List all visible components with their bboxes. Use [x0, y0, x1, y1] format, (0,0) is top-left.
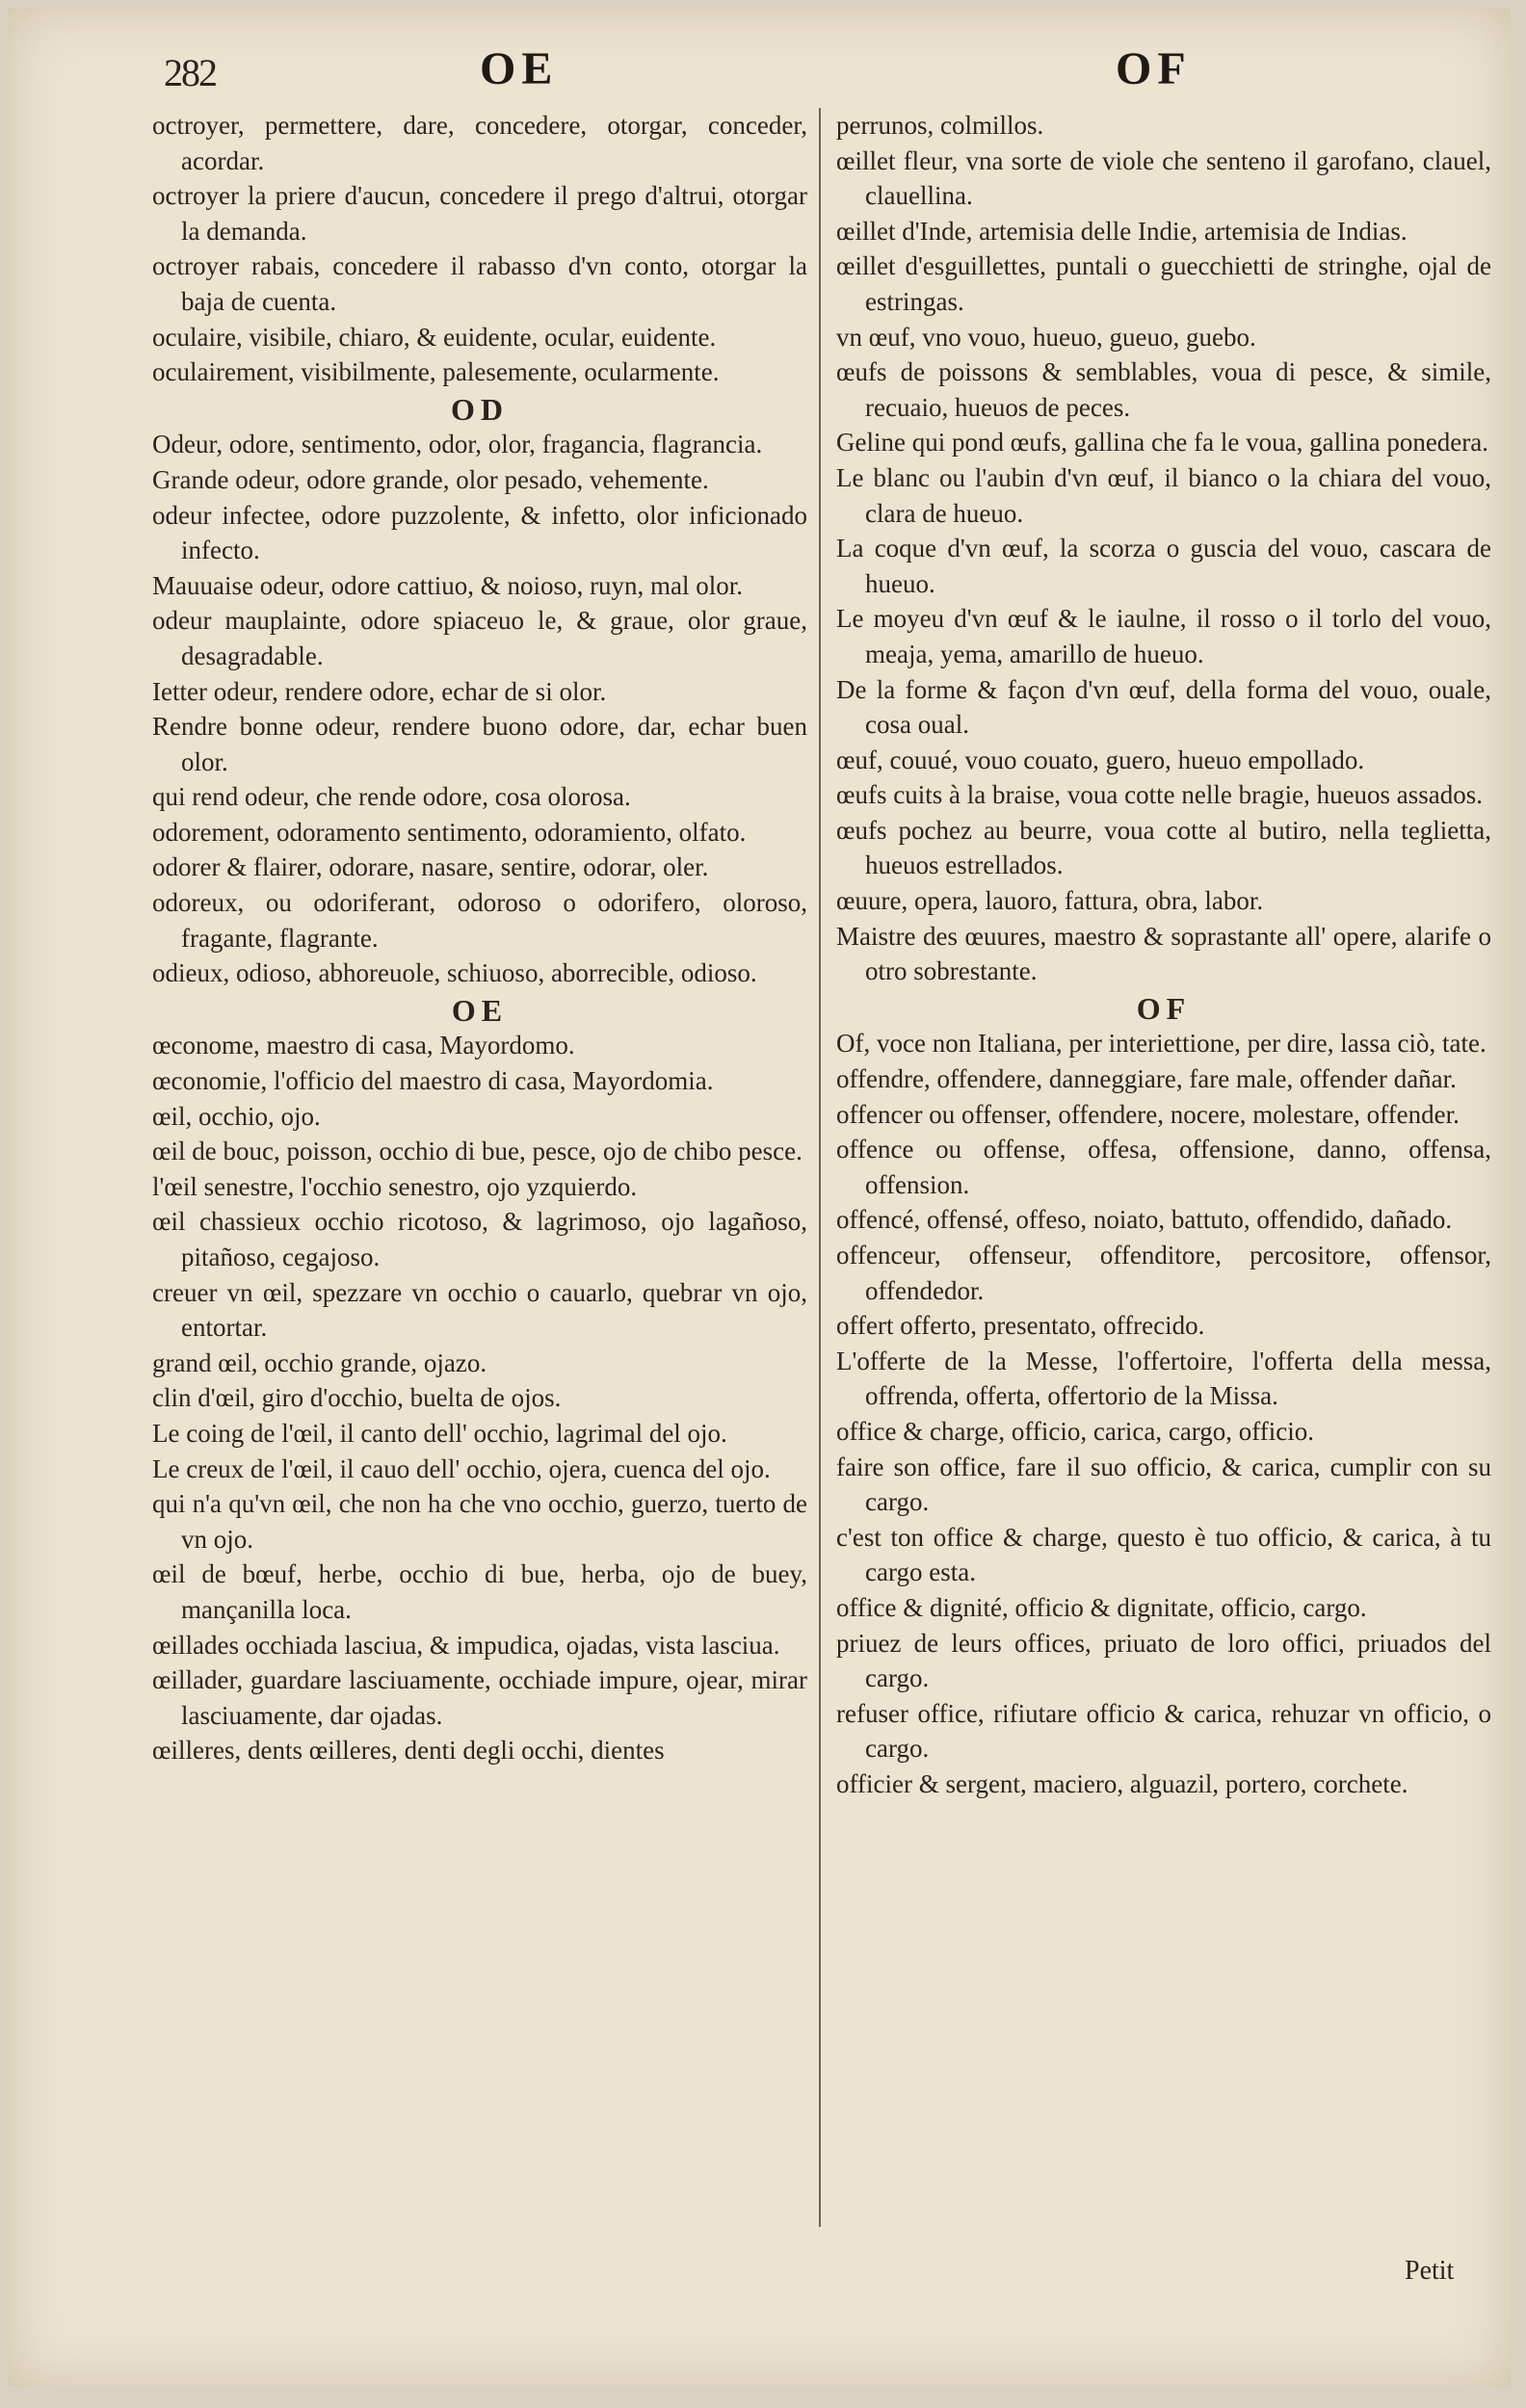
dictionary-entry: œufs de poissons & semblables, voua di pesce, & simile, recuaio, hueuos de peces.: [836, 357, 1491, 422]
dictionary-entry: qui rend odeur, che rende odore, cosa olorosa.: [152, 782, 631, 812]
dictionary-entry: odoreux, ou odoriferant, odoroso o odorifero, oloroso, fragante, flagrante.: [152, 888, 807, 953]
dictionary-entry: œillader, guardare lasciuamente, occhiade impure, ojear, mirar lasciuamente, dar ojadas.: [152, 1665, 807, 1730]
dictionary-entry: Rendre bonne odeur, rendere buono odore, dar, echar buen olor.: [152, 712, 807, 776]
dictionary-entry: vn œuf, vno vouo, hueuo, gueuo, guebo.: [836, 322, 1256, 352]
dictionary-entry: œconomie, l'officio del maestro di casa, Mayordomia.: [152, 1066, 714, 1096]
dictionary-entry: offenceur, offenseur, offenditore, percositore, offensor, offendedor.: [836, 1241, 1491, 1305]
dictionary-entry: officier & sergent, maciero, alguazil, portero, corchete.: [836, 1768, 1408, 1798]
dictionary-entry: octroyer rabais, concedere il rabasso d'vn conto, otorgar la baja de cuenta.: [152, 251, 807, 316]
dictionary-entry: l'œil senestre, l'occhio senestro, ojo yzquierdo.: [152, 1171, 638, 1201]
dictionary-entry: offencer ou offenser, offendere, nocere, molestare, offender.: [836, 1099, 1460, 1129]
dictionary-entry: L'offerte de la Messe, l'offertoire, l'offerta della messa, offrenda, offerta, offertorio de la Missa.: [836, 1346, 1491, 1411]
dictionary-entry: Mauuaise odeur, odore cattiuo, & noioso, ruyn, mal olor.: [152, 570, 744, 600]
dictionary-entry: Le blanc ou l'aubin d'vn œuf, il bianco o la chiara del vouo, clara de hueuo.: [836, 462, 1491, 528]
page-number: 282: [164, 51, 216, 94]
dictionary-entry: œil, occhio, ojo.: [152, 1101, 321, 1131]
dictionary-entry: office & charge, officio, carica, cargo, officio.: [836, 1416, 1315, 1446]
dictionary-entry: œillet d'esguillettes, puntali o guecchietti de stringhe, ojal de estringas.: [836, 251, 1491, 316]
dictionary-entry: œconome, maestro di casa, Mayordomo.: [152, 1031, 575, 1060]
dictionary-entry: œillet fleur, vna sorte de viole che senteno il garofano, clauel, clauellina.: [836, 145, 1491, 211]
dictionary-entry: refuser office, rifiutare officio & carica, rehuzar vn officio, o cargo.: [836, 1698, 1491, 1764]
dictionary-entry: œil chassieux occhio ricotoso, & lagrimoso, ojo lagañoso, pitañoso, cegajoso.: [152, 1207, 807, 1271]
dictionary-entry: La coque d'vn œuf, la scorza o guscia del vouo, cascara de hueuo.: [836, 534, 1491, 598]
dictionary-entry: Le coing de l'œil, il canto dell' occhio, lagrimal del ojo.: [152, 1418, 727, 1448]
dictionary-entry: œufs pochez au beurre, voua cotte al butiro, nella teglietta, hueuos estrellados.: [836, 815, 1491, 880]
dictionary-entry: c'est ton office & charge, questo è tuo officio, & carica, à tu cargo esta.: [836, 1522, 1491, 1587]
catchword: Petit: [1405, 2256, 1455, 2286]
dictionary-entry: octroyer, permettere, dare, concedere, otorgar, conceder, acordar.: [152, 111, 807, 175]
left-running-head: OE: [480, 43, 559, 94]
dictionary-entry: offencé, offensé, offeso, noiato, battuto, offendido, dañado.: [836, 1205, 1453, 1235]
dictionary-entry: Odeur, odore, sentimento, odor, olor, fragancia, flagrancia.: [152, 430, 763, 459]
dictionary-entry: œil de bouc, poisson, occhio di bue, pesce, ojo de chibo pesce.: [152, 1137, 802, 1166]
dictionary-entry: octroyer la priere d'aucun, concedere il prego d'altrui, otorgar la demanda.: [152, 181, 807, 246]
dictionary-entry: Of, voce non Italiana, per interiettione, per dire, lassa ciò, tate.: [836, 1029, 1487, 1059]
dictionary-entry: offendre, offendere, danneggiare, fare male, offender dañar.: [836, 1064, 1457, 1094]
dictionary-entry: œuf, couué, vouo couato, guero, hueuo empollado.: [836, 745, 1365, 774]
section-heading: OF: [1136, 990, 1192, 1026]
dictionary-entry: odeur infectee, odore puzzolente, & infetto, olor inficionado infecto.: [152, 500, 807, 565]
right-column: [836, 108, 1491, 1802]
dictionary-entry: offert offerto, presentato, offrecido.: [836, 1311, 1205, 1341]
dictionary-entry: Grande odeur, odore grande, olor pesado, vehemente.: [152, 464, 709, 494]
dictionary-entry: odorement, odoramento sentimento, odoramiento, olfato.: [152, 817, 747, 847]
dictionary-entry: offence ou offense, offesa, offensione, danno, offensa, offension.: [836, 1135, 1491, 1199]
dictionary-entry: Ietter odeur, rendere odore, echar de si olor.: [152, 676, 607, 706]
dictionary-entry: œufs cuits à la braise, voua cotte nelle bragie, hueuos assados.: [836, 780, 1484, 810]
dictionary-entry: œillet d'Inde, artemisia delle Indie, artemisia de Indias.: [836, 216, 1408, 246]
dictionary-entry: œuure, opera, lauoro, fattura, obra, labor.: [836, 886, 1264, 916]
dictionary-entry: priuez de leurs offices, priuato de loro offici, priuados del cargo.: [836, 1628, 1491, 1693]
dictionary-entry: oculairement, visibilmente, palesemente, ocularmente.: [152, 357, 720, 387]
dictionary-entry: grand œil, occhio grande, ojazo.: [152, 1348, 487, 1377]
left-column: [152, 108, 807, 1768]
dictionary-entry: Le moyeu d'vn œuf & le iaulne, il rosso o il torlo del vouo, meaja, yema, amarillo de hueuo.: [836, 604, 1491, 668]
dictionary-entry: Maistre des œuures, maestro & soprastante all' opere, alarife o otro sobrestante.: [836, 921, 1491, 986]
section-heading: OD: [451, 391, 509, 427]
dictionary-entry: oculaire, visibile, chiaro, & euidente, ocular, euidente.: [152, 322, 717, 352]
right-running-head: OF: [1116, 43, 1192, 94]
dictionary-entry: œil de bœuf, herbe, occhio di bue, herba, ojo de buey, mançanilla loca.: [152, 1559, 807, 1624]
dictionary-page: [8, 8, 1511, 2387]
dictionary-entry: creuer vn œil, spezzare vn occhio o cauarlo, quebrar vn ojo, entortar.: [152, 1277, 807, 1343]
section-heading: OE: [451, 992, 509, 1028]
dictionary-entry: Geline qui pond œufs, gallina che fa le voua, gallina ponedera.: [836, 428, 1489, 458]
dictionary-entry: odieux, odioso, abhoreuole, schiuoso, aborrecible, odioso.: [152, 958, 757, 988]
dictionary-entry: œillades occhiada lasciua, & impudica, ojadas, vista lasciua.: [152, 1630, 780, 1660]
dictionary-entry: qui n'a qu'vn œil, che non ha che vno occhio, guerzo, tuerto de vn ojo.: [152, 1489, 807, 1554]
running-header: [8, 42, 1511, 100]
dictionary-entry: De la forme & façon d'vn œuf, della forma del vouo, ouale, cosa oual.: [836, 674, 1491, 740]
dictionary-entry: Le creux de l'œil, il cauo dell' occhio, ojera, cuenca del ojo.: [152, 1453, 771, 1483]
dictionary-entry: clin d'œil, giro d'occhio, buelta de ojos.: [152, 1383, 562, 1413]
dictionary-entry: office & dignité, officio & dignitate, officio, cargo.: [836, 1592, 1367, 1622]
dictionary-entry: odeur mauplainte, odore spiaceuo le, & graue, olor graue, desagradable.: [152, 606, 807, 670]
dictionary-entry: œilleres, dents œilleres, denti degli occhi, dientes: [152, 1736, 665, 1766]
dictionary-entry: odorer & flairer, odorare, nasare, sentire, odorar, oler.: [152, 852, 709, 882]
dictionary-entry: faire son office, fare il suo officio, & carica, cumplir con su cargo.: [836, 1452, 1491, 1517]
column-divider: [819, 108, 821, 2227]
dictionary-entry: perrunos, colmillos.: [836, 111, 1044, 140]
